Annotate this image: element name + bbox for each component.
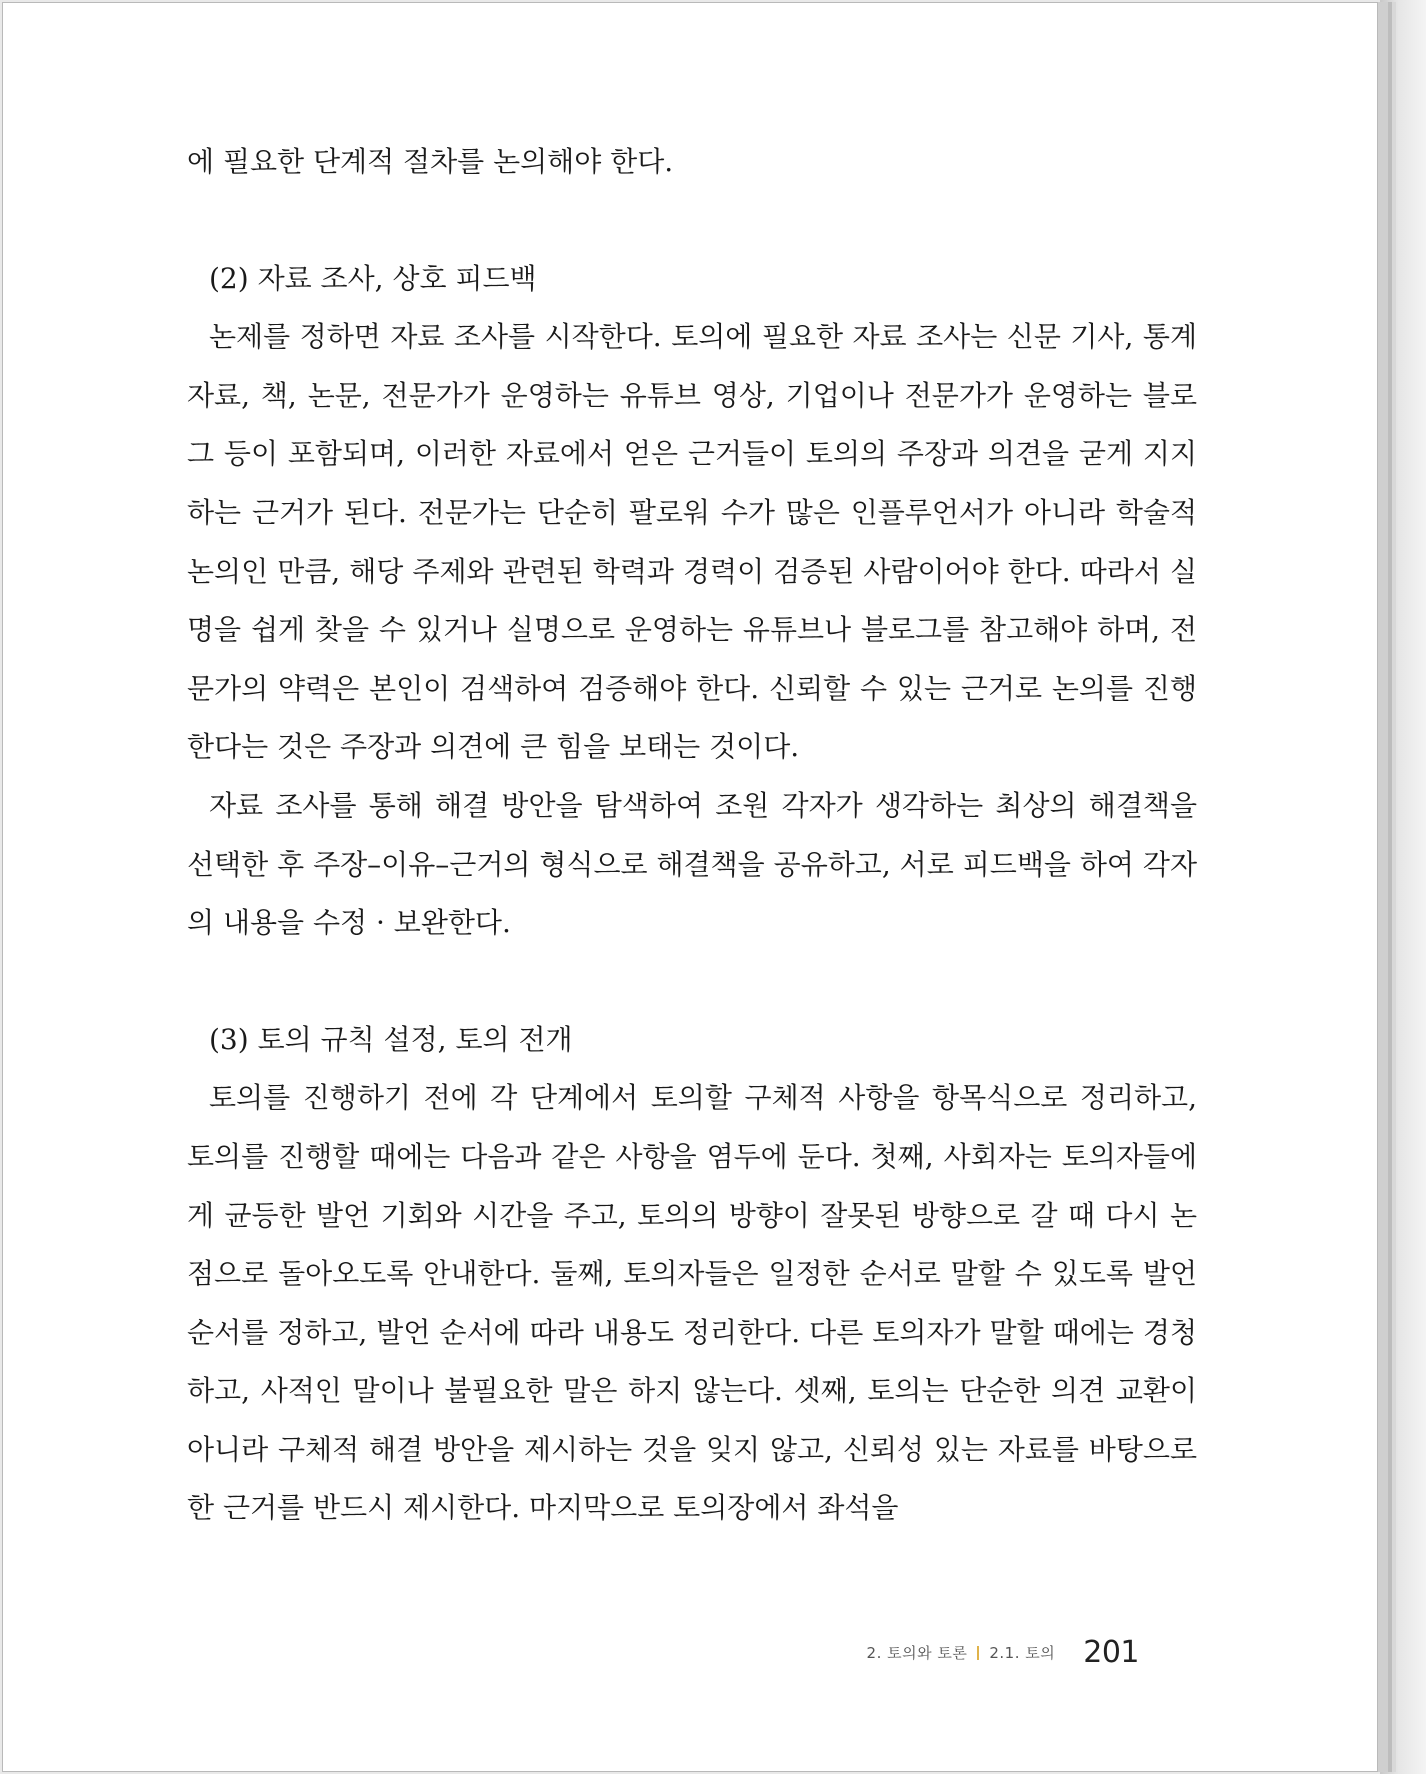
page-edge: [1380, 0, 1426, 1774]
page-footer: [867, 1635, 1139, 1670]
footer-section: 2.1. 토의: [989, 1644, 1056, 1662]
page-number: 201: [1083, 1635, 1139, 1670]
page-content: [187, 133, 1197, 1538]
section-2-paragraph-2: 자료 조사를 통해 해결 방안을 탐색하여 조원 각자가 생각하는 최상의 해결책을 선택한 후 주장–이유–근거의 형식으로 해결책을 공유하고, 서로 피드백을 하여 각자의 내용을 수정 · 보완한다.: [187, 788, 1197, 940]
section-2-heading: (2) 자료 조사, 상호 피드백: [209, 261, 537, 295]
spacer: [187, 953, 1197, 1011]
intro-line: 에 필요한 단계적 절차를 논의해야 한다.: [187, 145, 674, 178]
footer-chapter: 2. 토의와 토론: [866, 1644, 968, 1662]
section-3-heading: (3) 토의 규칙 설정, 토의 전개: [209, 1022, 573, 1056]
section-3-paragraph-1: 토의를 진행하기 전에 각 단계에서 토의할 구체적 사항을 항목식으로 정리하고, 토의를 진행할 때에는 다음과 같은 사항을 염두에 둔다. 첫째, 사회자는 토의자들에게 균등한 발언 기회와 시간을 주고, 토의의 방향이 잘못된 방향으로 갈 때 다시 논점으로 돌아오도록 안내한다. 둘째, 토의자들은 일정한 순서로 말할 수 있도록 발언 순서를 정하고, 발언 순서에 따라 내용도 정리한다. 다른 토의자가 말할 때에는 경청하고, 사적인 말이나 불필요한 말은 하지 않는다. 셋째, 토의는 단순한 의견 교환이 아니라 구체적 해결 방안을 제시하는 것을 잊지 않고, 신뢰성 있는 자료를 바탕으로 한 근거를 반드시 제시한다. 마지막으로 토의장에서 좌석을: [187, 1081, 1197, 1525]
section-2-paragraph-1: 논제를 정하면 자료 조사를 시작한다. 토의에 필요한 자료 조사는 신문 기사, 통계 자료, 책, 논문, 전문가가 운영하는 유튜브 영상, 기업이나 전문가가 운영하는 블로그 등이 포함되며, 이러한 자료에서 얻은 근거들이 토의의 주장과 의견을 굳게 지지하는 근거가 된다. 전문가는 단순히 팔로워 수가 많은 인플루언서가 아니라 학술적 논의인 만큼, 해당 주제와 관련된 학력과 경력이 검증된 사람이어야 한다. 따라서 실명을 쉽게 찾을 수 있거나 실명으로 운영하는 유튜브나 블로그를 참고해야 하며, 전문가의 약력은 본인이 검색하여 검증해야 한다. 신뢰할 수 있는 근거로 논의를 진행한다는 것은 주장과 의견에 큰 힘을 보태는 것이다.: [187, 320, 1197, 764]
spacer: [187, 192, 1197, 250]
footer-separator: [977, 1646, 979, 1660]
book-page: [2, 2, 1378, 1772]
